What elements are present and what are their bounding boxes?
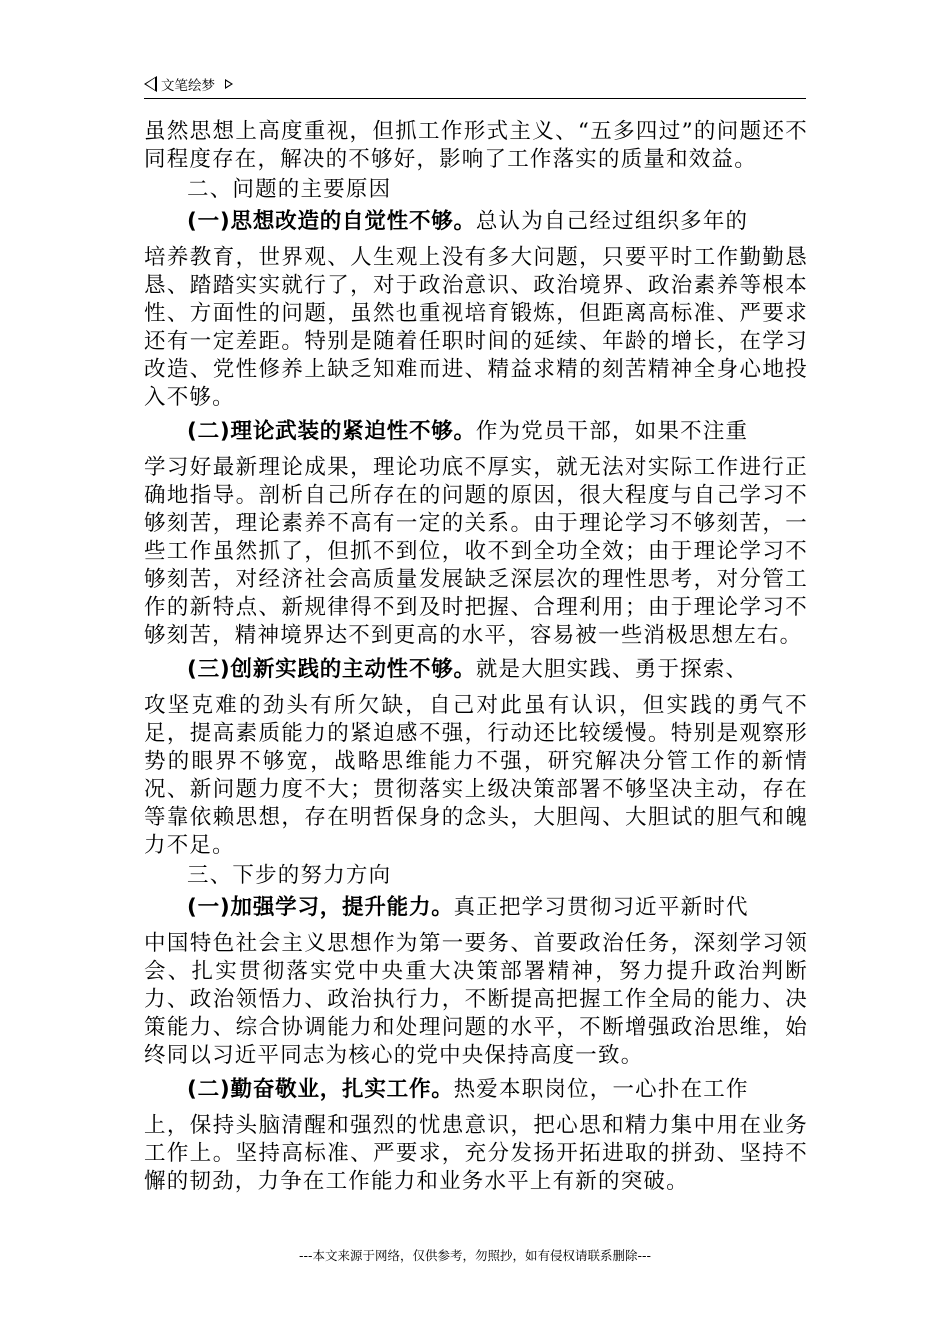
subsection-3-body: 攻坚克难的劲头有所欠缺，自己对此虽有认识，但实践的勇气不足，提高素质能力的紧迫感不强，行动还比较缓慢。特别是观察形势的眼界不够宽，战略思维能力不强，研究解决分管工作的新情况、新问题力度不大；贯彻落实上级决策部署不够坚决主动，存在等靠依赖思想，存在明哲保身的念头，大胆闯、大胆试的胆气和魄力不足。 <box>144 693 808 858</box>
disclaimer-footer: ---本文来源于网络，仅供参考，勿照抄，如有侵权请联系删除--- <box>298 1248 652 1263</box>
subsection-2-body: 学习好最新理论成果，理论功底不厚实，就无法对实际工作进行正确地指导。剖析自己所存在的问题的原因，很大程度与自己学习不够刻苦，理论素养不高有一定的关系。由于理论学习不够刻苦，一些工作虽然抓了，但抓不到位，收不到全功全效；由于理论学习不够刻苦，对经济社会高质量发展缺乏深层次的理性思考，对分管工作的新特点、新规律得不到及时把握、合理利用；由于理论学习不够刻苦，精神境界达不到更高的水平，容易被一些消极思想左右。 <box>144 455 808 648</box>
direction-1-lead-line <box>144 894 808 922</box>
direction-1-body: 中国特色社会主义思想作为第一要务、首要政治任务，深刻学习领会、扎实贯彻落实党中央重大决策部署精神，努力提升政治判断力、政治领悟力、政治执行力，不断提高把握工作全局的能力、决策能力、综合协调能力和处理问题的水平，不断增强政治思维，始终同以习近平同志为核心的党中央保持高度一致。 <box>144 931 808 1068</box>
subsection-1-title: (一)思想改造的自觉性不够。 <box>187 209 476 234</box>
direction-1-lead-rest: 真正把学习贯彻习近平新时代 <box>453 895 749 920</box>
header-brand <box>144 74 233 94</box>
subsection-1-body: 培养教育，世界观、人生观上没有多大问题，只要平时工作勤勤恳恳、踏踏实实就行了，对于政治意识、政治境界、政治素养等根本性、方面性的问题，虽然也重视培育锻炼，但距离高标准、严要求还有一定差距。特别是随着任职时间的延续、年龄的增长，在学习改造、党性修养上缺乏知难而进、精益求精的刻苦精神全身心地投入不够。 <box>144 245 808 410</box>
direction-1-title: (一)加强学习，提升能力。 <box>187 895 454 920</box>
page-header <box>144 72 806 99</box>
left-triangle-icon <box>144 76 157 92</box>
subsection-2-title: (二)理论武装的紧迫性不够。 <box>187 419 476 444</box>
header-title: 文笔绘梦 <box>161 78 215 94</box>
section-heading-2: 二、问题的主要原因 <box>187 177 392 202</box>
right-triangle-icon <box>225 79 233 89</box>
subsection-3-title: (三)创新实践的主动性不够。 <box>187 657 476 682</box>
section-heading-3: 三、下步的努力方向 <box>187 863 392 888</box>
subsection-3-lead-line <box>144 656 808 684</box>
direction-2-body: 上，保持头脑清醒和强烈的忧患意识，把心思和精力集中用在业务工作上。坚持高标准、严要求，充分发扬开拓进取的拼劲、坚持不懈的韧劲，力争在工作能力和业务水平上有新的突破。 <box>144 1113 808 1194</box>
subsection-3-lead-rest: 就是大胆实践、勇于探索、 <box>475 657 749 682</box>
direction-2-title: (二)勤奋敬业，扎实工作。 <box>187 1077 454 1102</box>
subsection-1-lead-line <box>144 208 808 236</box>
document-body <box>144 118 808 1196</box>
subsection-2-lead-line <box>144 418 808 446</box>
subsection-1-lead-rest: 总认为自己经过组织多年的 <box>475 209 749 234</box>
paragraph-intro: 虽然思想上高度重视，但抓工作形式主义、“五多四过”的问题还不同程度存在，解决的不够好，影响了工作落实的质量和效益。 <box>144 119 808 172</box>
direction-2-lead-rest: 热爱本职岗位，一心扑在工作 <box>453 1077 749 1102</box>
subsection-2-lead-rest: 作为党员干部，如果不注重 <box>475 419 749 444</box>
direction-2-lead-line <box>144 1076 808 1104</box>
